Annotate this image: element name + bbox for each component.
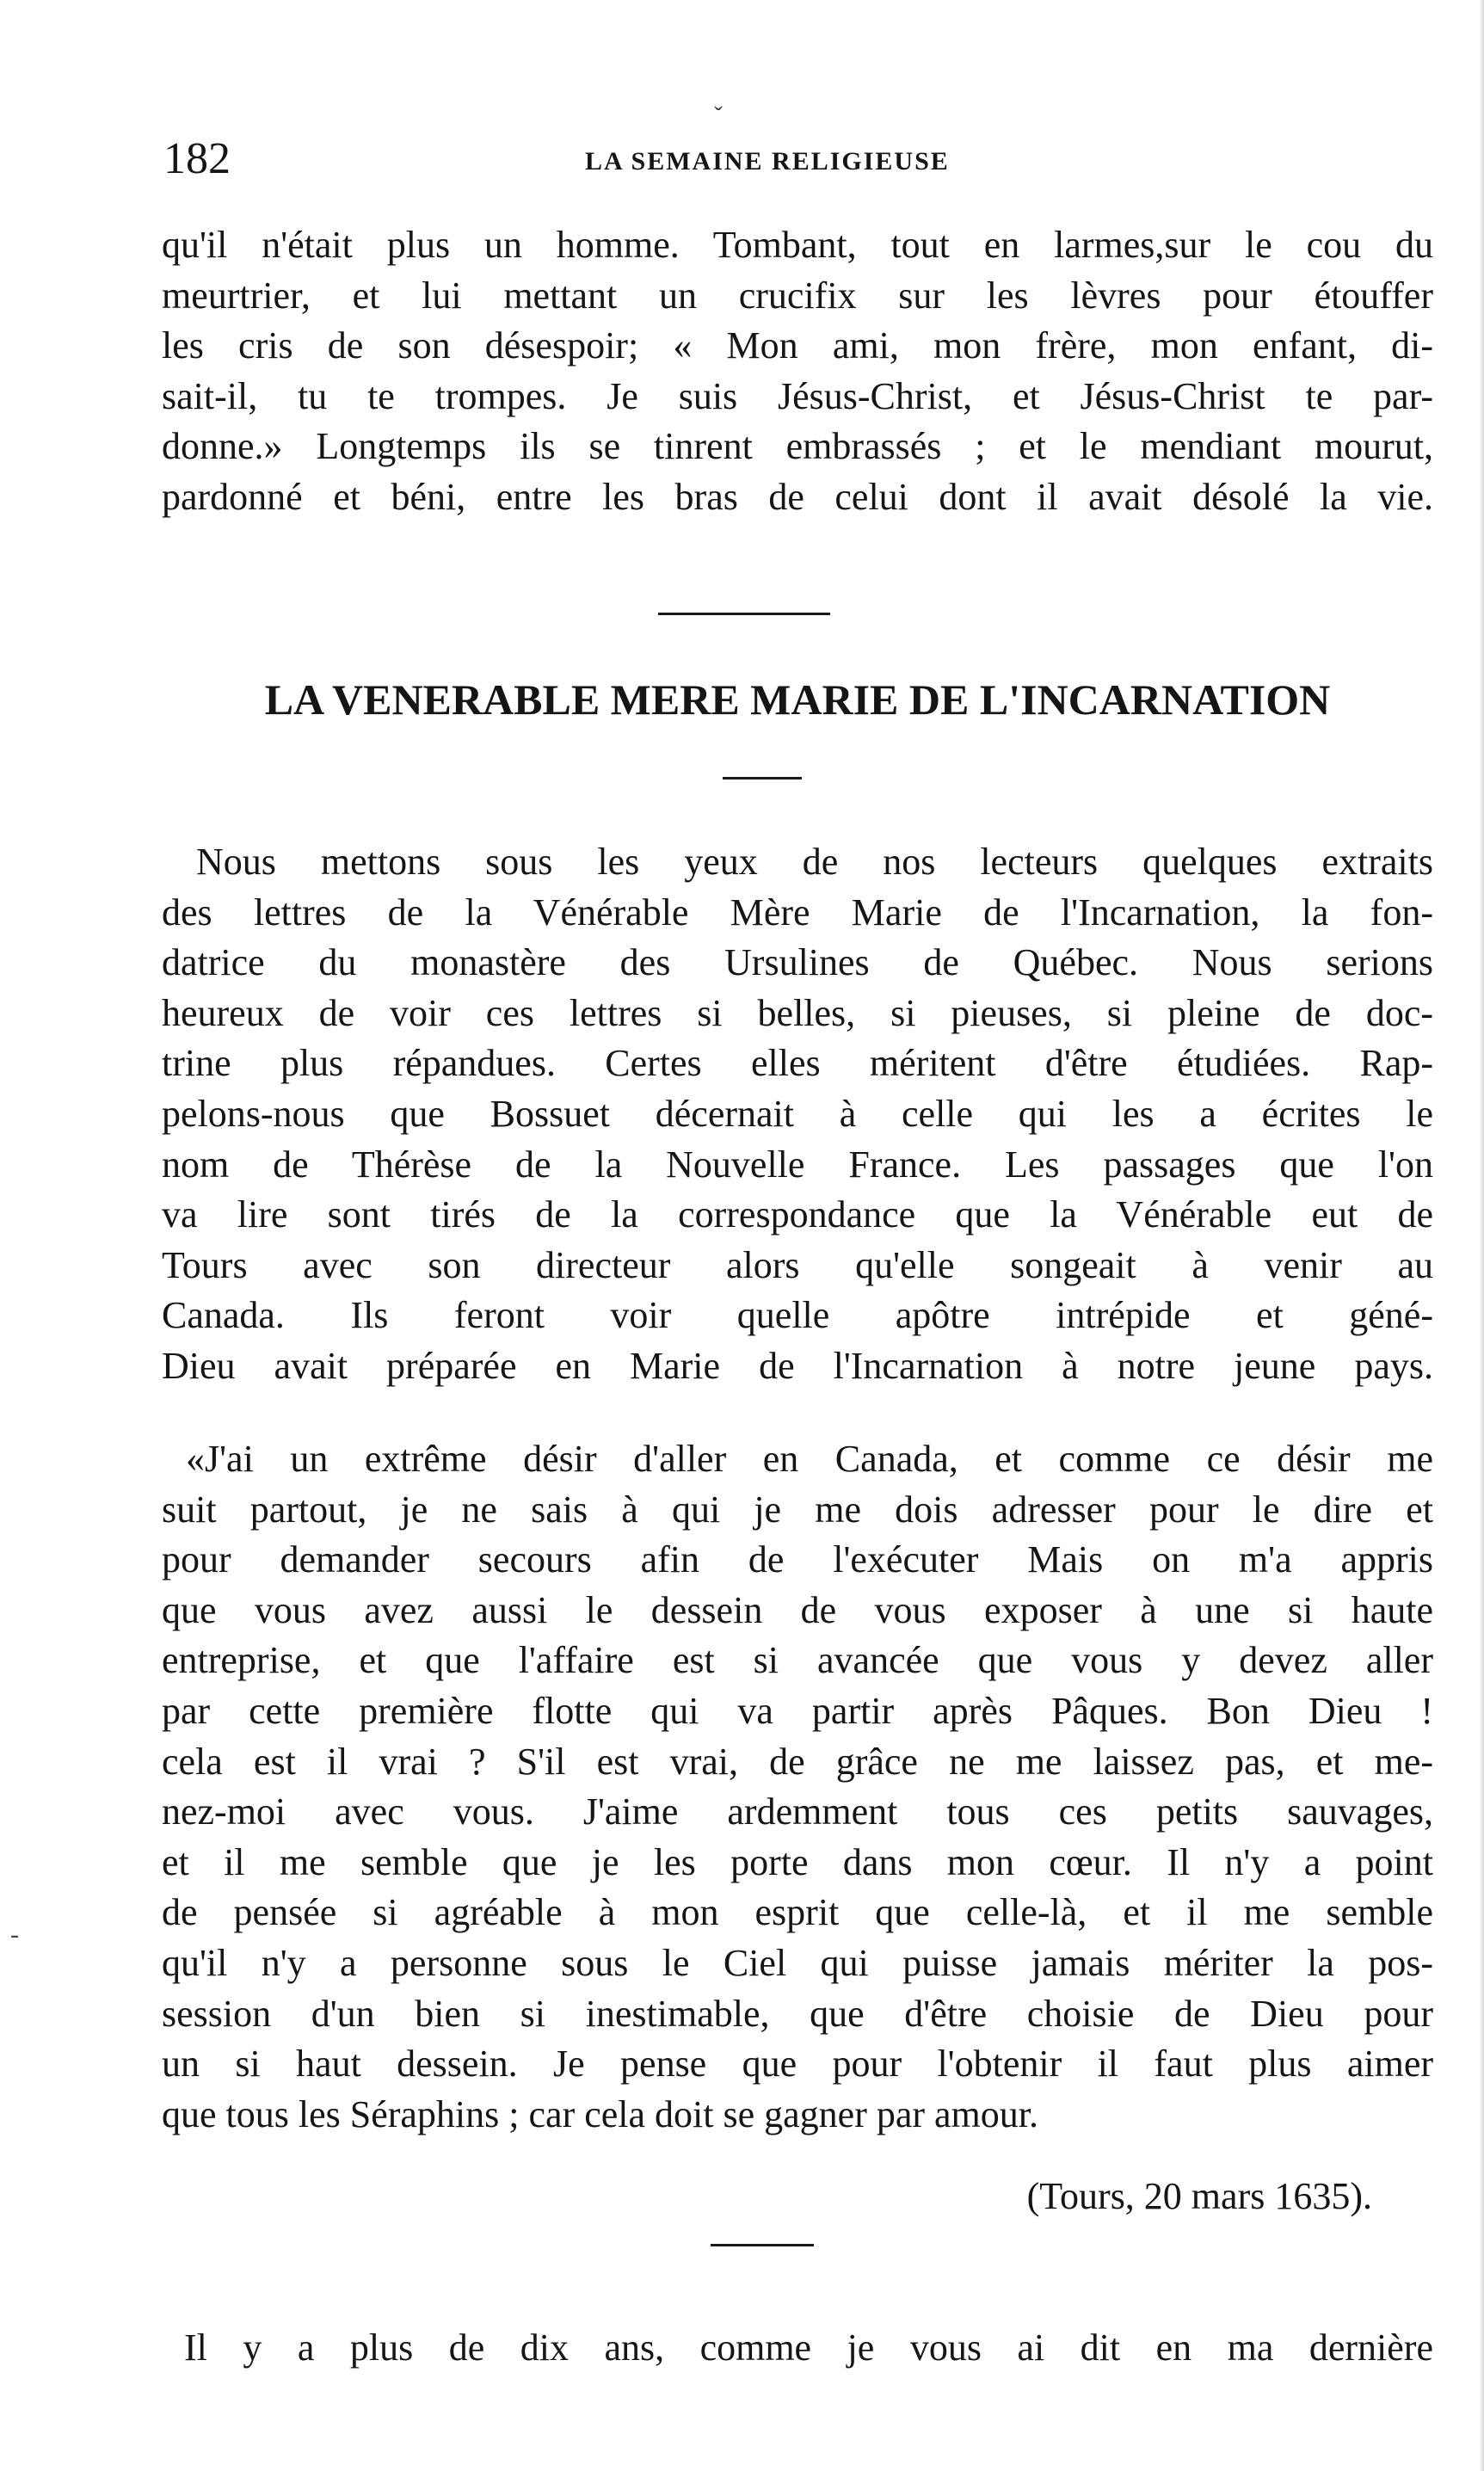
text-line: que vous avez aussi le dessein de vous exposer à une si haute <box>162 1588 1433 1631</box>
text-line: nez-moi avec vous. J'aime ardemment tous ces petits sauvages, <box>162 1790 1433 1833</box>
section-divider-rule <box>658 613 830 615</box>
paragraph-top <box>162 220 1433 523</box>
text-line: Dieu avait préparée en Marie de l'Incarnation à notre jeune pays. <box>162 1344 1433 1387</box>
margin-mark: - <box>10 1920 19 1949</box>
text-line: qu'il n'était plus un homme. Tombant, tout en larmes,sur le cou du <box>162 224 1433 266</box>
text-line: pelons-nous que Bossuet décernait à celle qui les a écrites le <box>162 1092 1433 1135</box>
margin-mark: ˇ <box>714 102 723 130</box>
text-line: pardonné et béni, entre les bras de celui dont il avait désolé la vie. <box>162 475 1433 518</box>
text-line: session d'un bien si inestimable, que d'être choisie de Dieu pour <box>162 1992 1433 2035</box>
page-number: 182 <box>163 134 231 183</box>
text-line: par cette première flotte qui va partir après Pâques. Bon Dieu ! <box>162 1689 1433 1732</box>
text-line: pour demander secours afin de l'exécuter Mais on m'a appris <box>162 1538 1433 1581</box>
text-line: meurtrier, et lui mettant un crucifix sur les lèvres pour étouffer <box>162 274 1433 317</box>
text-line: «J'ai un extrême désir d'aller en Canada, et comme ce désir me <box>186 1438 1433 1480</box>
text-line: sait-il, tu te trompes. Je suis Jésus-Christ, et Jésus-Christ te par- <box>162 374 1433 417</box>
text-line: et il me semble que je les porte dans mon cœur. Il n'y a point <box>162 1840 1433 1883</box>
text-line: Nous mettons sous les yeux de nos lecteurs quelques extraits <box>196 841 1433 883</box>
text-line: heureux de voir ces lettres si belles, si pieuses, si pleine de doc- <box>162 991 1433 1034</box>
running-head <box>163 129 1437 189</box>
heading-underline-rule <box>723 777 802 780</box>
text-line: donne.» Longtemps ils se tinrent embrassés ; et le mendiant mourut, <box>162 425 1433 468</box>
page-edge <box>1479 0 1484 2471</box>
text-line: Canada. Ils feront voir quelle apôtre intrépide et géné- <box>162 1294 1433 1337</box>
text-line: un si haut dessein. Je pense que pour l'obtenir il faut plus aimer <box>162 2043 1433 2086</box>
paragraph-intro <box>162 837 1433 1392</box>
text-line: que tous les Séraphins ; car cela doit se gagner par amour. <box>162 2092 1039 2135</box>
paragraph-bottom <box>162 2323 1433 2374</box>
text-line: Tours avec son directeur alors qu'elle songeait à venir au <box>162 1243 1433 1286</box>
text-line: des lettres de la Vénérable Mère Marie de l'Incarnation, la fon- <box>162 890 1433 934</box>
text-line: entreprise, et que l'affaire est si avancée que vous y devez aller <box>162 1639 1433 1682</box>
paragraph-letter <box>162 1434 1433 2140</box>
text-line: les cris de son désespoir; « Mon ami, mon frère, mon enfant, di- <box>162 324 1433 367</box>
running-title: LA SEMAINE RELIGIEUSE <box>585 147 950 176</box>
section-heading: LA VENERABLE MERE MARIE DE L'INCARNATION <box>264 675 1331 724</box>
text-line: suit partout, je ne sais à qui je me dois adresser pour le dire et <box>162 1488 1433 1531</box>
text-line: datrice du monastère des Ursulines de Québec. Nous serions <box>162 941 1433 984</box>
text-line: trine plus répandues. Certes elles méritent d'être étudiées. Rap- <box>162 1042 1433 1085</box>
text-line: Il y a plus de dix ans, comme je vous ai dit en ma dernière <box>184 2326 1433 2369</box>
letter-date: (Tours, 20 mars 1635). <box>1026 2175 1372 2217</box>
text-line: de pensée si agréable à mon esprit que celle-là, et il me semble <box>162 1891 1433 1934</box>
text-line: nom de Thérèse de la Nouvelle France. Les passages que l'on <box>162 1143 1433 1186</box>
text-line: va lire sont tirés de la correspondance que la Vénérable eut de <box>162 1193 1433 1236</box>
letter-divider-rule <box>711 2244 814 2246</box>
text-line: cela est il vrai ? S'il est vrai, de grâce ne me laissez pas, et me- <box>162 1740 1433 1783</box>
text-line: qu'il n'y a personne sous le Ciel qui puisse jamais mériter la pos- <box>162 1941 1433 1984</box>
